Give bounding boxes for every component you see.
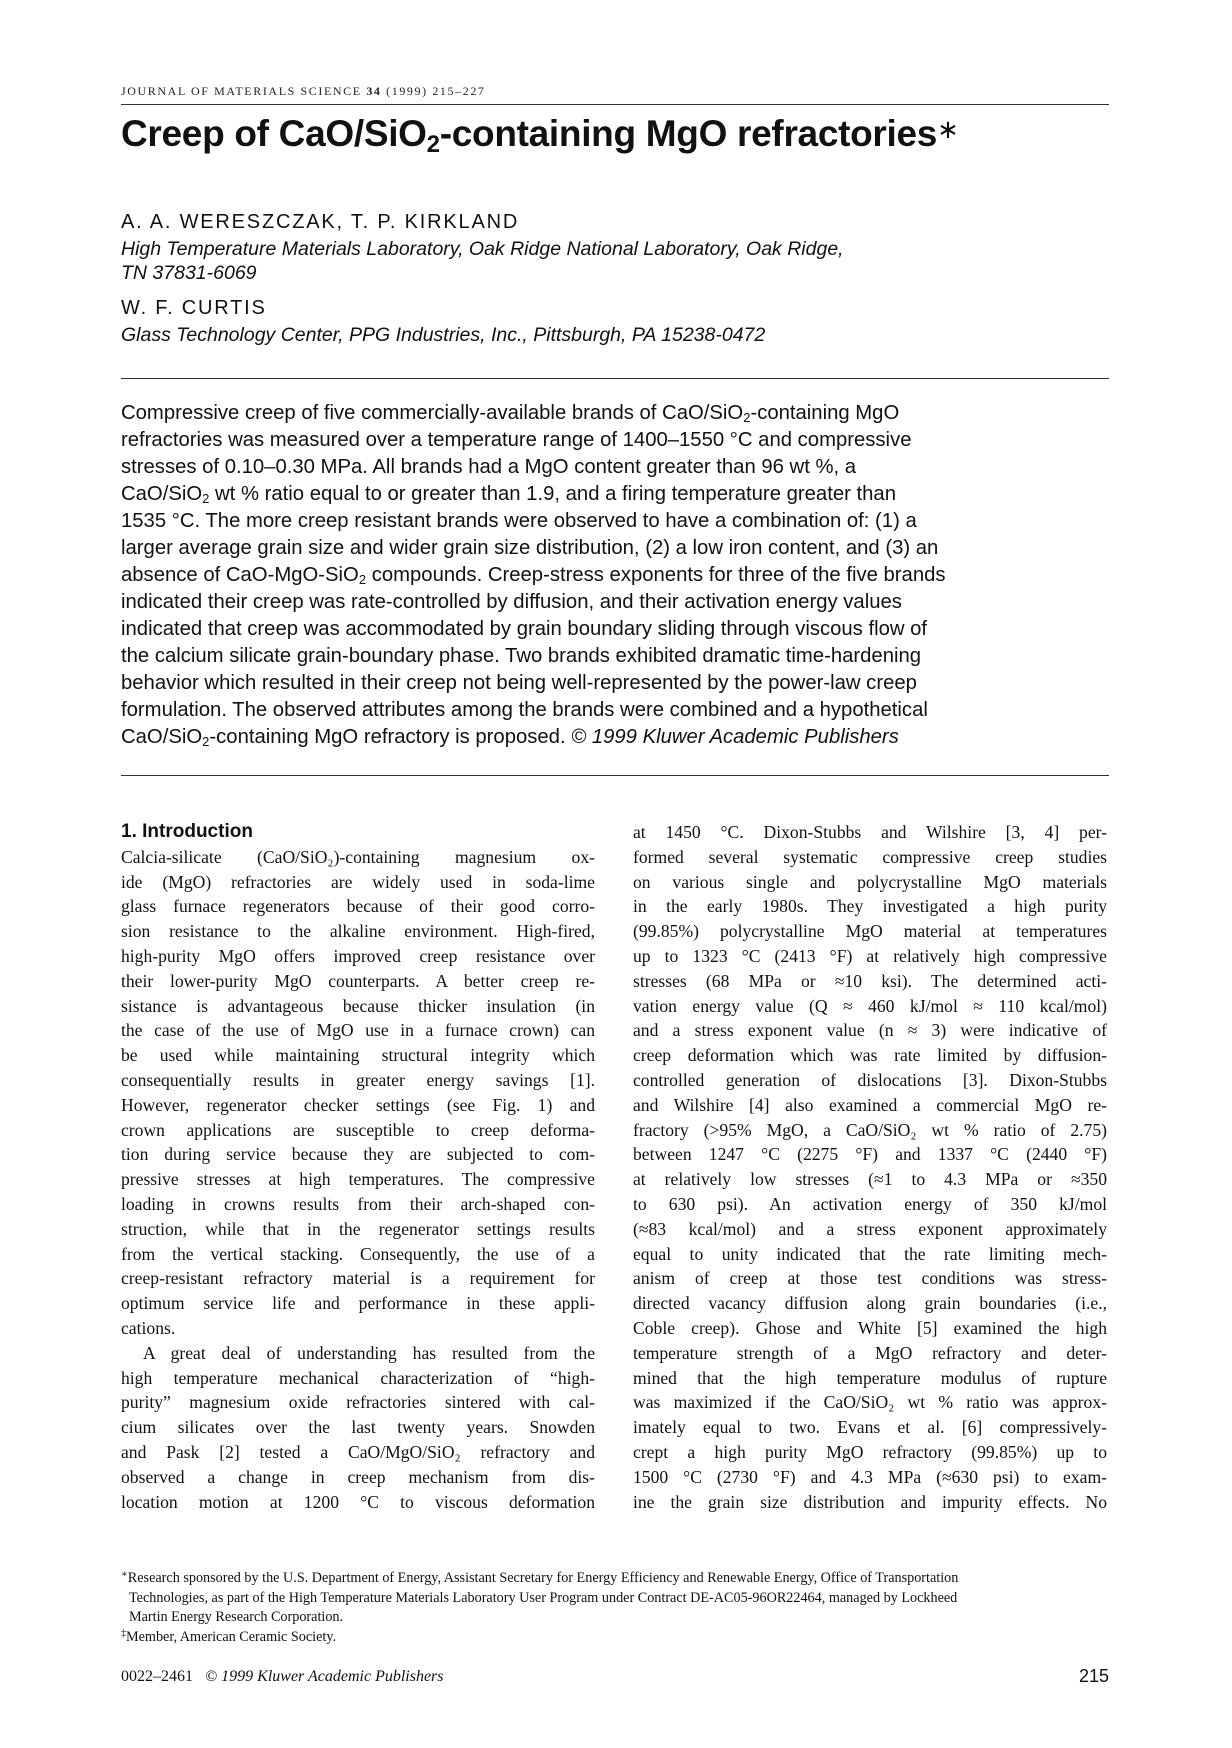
text-line: and a stress exponent value (n ≈ 3) were indicative of [633,1020,1107,1041]
abstract-bottom-rule [121,775,1109,776]
text-line: directed vacancy diffusion along grain boundaries (i.e., [633,1293,1107,1314]
text-line: mined that the high temperature modulus of rupture [633,1367,1107,1388]
text-line: 1500 °C (2730 °F) and 4.3 MPa (≈630 psi) to exam- [633,1466,1107,1487]
text-line: loading in crowns results from their arch-shaped con- [121,1193,595,1214]
footnote-member: ‡Member, American Ceramic Society. [121,1627,337,1645]
text-line: Coble creep). Ghose and White [5] examined the high [633,1317,1107,1338]
footer-copyright: © 1999 Kluwer Academic Publishers [205,1668,444,1685]
abstract-copyright: © 1999 Kluwer Academic Publishers [571,726,899,748]
text-line: and Pask [2] tested a CaO/MgO/SiO₂ refractory and [121,1441,595,1462]
text-line: However, regenerator checker settings (see Fig. 1) and [121,1094,595,1115]
text-line: anism of creep at those test conditions was stress- [633,1268,1107,1289]
abstract: Compressive creep of five commercially-available brands of CaO/SiO$_2$-containing MgO refractories was measured over a temperature range of 1400–1550 °C and compressive stresses of 0.10–0.30 MPa. All brands had a MgO content greater than 96 wt %, a CaO/SiO$_2$ wt % ratio equal to or greater than 1.9, and a firing temperature greater than 1535 °C. The more creep resistant brands were observed to have a combination of: (1) a larger average grain size and wider grain size distribution, (2) a low iron content, and (3) an absence of CaO-MgO-SiO$_2$ compounds. Creep-stress exponents for three of the five brands indicated their creep was rate-controlled by diffusion, and their activation energy values indicated that creep was accommodated by grain boundary sliding through viscous flow of the calcium silicate grain-boundary phase. Two brands exhibited dramatic time-hardening behavior which resulted in their creep not being well-represented by the power-law creep formulation. The observed attributes among the brands were combined and a hypothetical CaO/SiO$_2$-containing MgO refractory is proposed. © 1999 Kluwer Academic Publishers [121,402,946,749]
text-line: observed a change in creep mechanism from dis- [121,1466,595,1487]
author-names: A. A. WERESZCZAK, T. P. KIRKLAND [121,211,520,233]
text-line: on various single and polycrystalline MgO materials [633,871,1107,892]
text-line: to 630 psi). An activation energy of 350 kJ/mol [633,1193,1107,1214]
text-line: up to 1323 °C (2413 °F) at relatively high compressive [633,945,1107,966]
text-line: ine the grain size distribution and impurity effects. No [633,1491,1107,1512]
journal-header [121,84,1109,99]
text-line: fractory (>95% MgO, a CaO/SiO₂ wt % ratio of 2.75) [633,1119,1107,1140]
section-heading: 1. Introduction [121,821,253,842]
text-line: creep-resistant refractory material is a requirement for [121,1268,595,1289]
text-line: Calcia-silicate (CaO/SiO₂)-containing magnesium ox- [121,846,595,867]
text-line: stresses (68 MPa or ≈10 ksi). The determined acti- [633,970,1107,991]
text-line: sion resistance to the alkaline environment. High-fired, [121,921,595,942]
author-affiliation: High Temperature Materials Laboratory, Oak Ridge National Laboratory, Oak Ridge, TN 37831-6069 [121,238,844,284]
right-column [633,820,1107,1514]
page-number: 215 [1078,1666,1109,1686]
text-line: from the vertical stacking. Consequently, the use of a [121,1243,595,1264]
footnote-funding: ∗Research sponsored by the U.S. Department of Energy, Assistant Secretary for Energy Efficiency and Renewable Energy, Office of Transportation [121,1569,959,1586]
text-line: optimum service life and performance in these appli- [121,1293,595,1314]
footer-issn: 0022–2461 © 1999 Kluwer Academic Publishers [121,1668,444,1685]
journal-year-pages: (1999) 215–227 [386,84,486,98]
text-line: vation energy value (Q ≈ 460 kJ/mol ≈ 110 kcal/mol) [633,995,1107,1016]
footnotes: ∗Research sponsored by the U.S. Department of Energy, Assistant Secretary for Energy Efficiency and Renewable Energy, Office of Transportation Technologies, as part of the High Temperature Materials Laboratory User Program under Contract DE-AC05-96OR22464, managed by Lockheed Martin Energy Research Corporation. ‡Member, American Ceramic Society. [121,1569,1109,1647]
text-line: (99.85%) polycrystalline MgO material at temperatures [633,921,1107,942]
text-line: cium silicates over the last twenty years. Snowden [121,1417,595,1438]
text-line: in the early 1980s. They investigated a high purity [633,896,1107,917]
text-line: purity” magnesium oxide refractories sintered with cal- [121,1392,595,1413]
author-affiliation: Glass Technology Center, PPG Industries, Inc., Pittsburgh, PA 15238-0472 [121,324,766,346]
text-line: crown applications are susceptible to creep deforma- [121,1119,595,1140]
text-line: tion during service because they are subjected to com- [121,1144,595,1165]
text-line: at relatively low stresses (≈1 to 4.3 MPa or ≈350 [633,1169,1107,1190]
header-rule [121,104,1109,105]
text-line: struction, while that in the regenerator settings results [121,1218,595,1239]
intro-paragraph-2 [121,1341,595,1515]
text-line: controlled generation of dislocations [3]. Dixon-Stubbs [633,1069,1107,1090]
left-column [121,820,595,1514]
text-line: A great deal of understanding has resulted from the [143,1342,595,1363]
text-line: their lower-purity MgO counterparts. A better creep re- [121,970,595,991]
text-line: high-purity MgO offers improved creep resistance over [121,945,595,966]
text-line: equal to unity indicated that the rate limiting mech- [633,1243,1107,1264]
text-line: high temperature mechanical characterization of “high- [121,1367,595,1388]
abstract-top-rule [121,378,1109,379]
text-line: crept a high purity MgO refractory (99.85%) up to [633,1441,1107,1462]
paper-title: Creep of CaO/SiO$_2$-containing MgO refractories∗ [121,113,959,158]
text-line: be used while maintaining structural integrity which [121,1045,595,1066]
text-line: temperature strength of a MgO refractory and deter- [633,1342,1107,1363]
journal-name: JOURNAL OF MATERIALS SCIENCE [121,84,362,98]
text-line: cations. [121,1317,176,1338]
text-line: between 1247 °C (2275 °F) and 1337 °C (2440 °F) [633,1144,1107,1165]
text-line: consequentially results in greater energy savings [1]. [121,1069,595,1090]
text-line: and Wilshire [4] also examined a commercial MgO re- [633,1094,1107,1115]
text-line: glass furnace regenerators because of their good corro- [121,896,595,917]
journal-volume: 34 [366,84,382,98]
author-names: W. F. CURTIS [121,297,267,319]
text-line: sistance is advantageous because thicker insulation (in [121,995,595,1016]
intro-paragraph-1 [121,845,595,1341]
text-line: was maximized if the CaO/SiO₂ wt % ratio was approx- [633,1392,1107,1413]
text-line: imately equal to two. Evans et al. [6] compressively- [633,1417,1107,1438]
text-line: location motion at 1200 °C to viscous deformation [121,1491,595,1512]
text-line: formed several systematic compressive creep studies [633,846,1107,867]
text-line: pressive stresses at high temperatures. The compressive [121,1169,595,1190]
title-footnote-mark: ∗ [937,114,959,144]
text-line: the case of the use of MgO use in a furnace crown) can [121,1020,595,1041]
text-line: ide (MgO) refractories are widely used in soda-lime [121,871,595,892]
text-line: (≈83 kcal/mol) and a stress exponent approximately [633,1218,1107,1239]
text-line: at 1450 °C. Dixon-Stubbs and Wilshire [3, 4] per- [633,822,1107,842]
text-line: creep deformation which was rate limited by diffusion- [633,1045,1107,1066]
